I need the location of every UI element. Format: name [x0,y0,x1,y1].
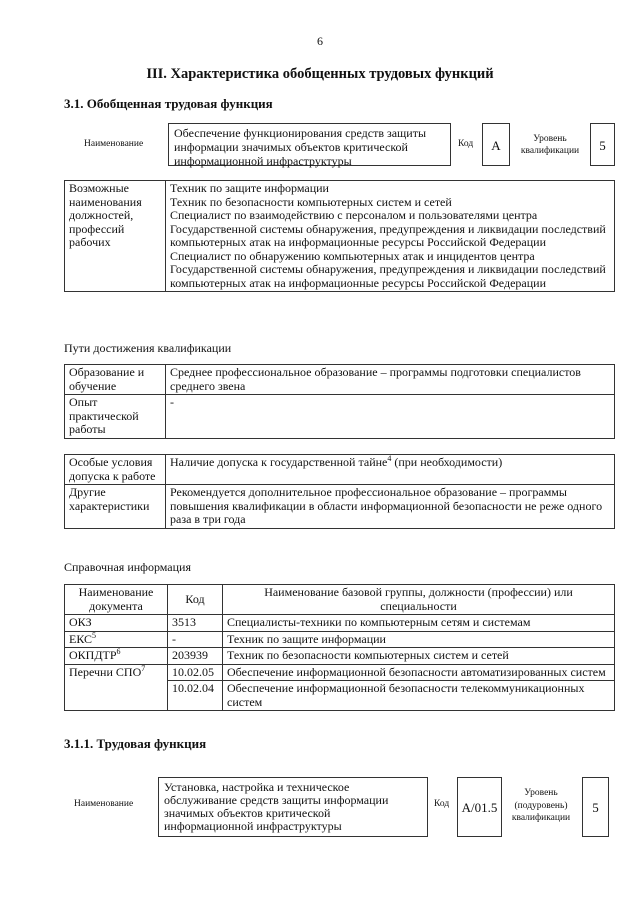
paths-table [64,364,615,439]
gtf-name-value: Обеспечение функционирования средств защиты информации значимых объектов критической информационной инфраструктуры [168,123,451,166]
page-number: 6 [317,34,323,48]
tf-heading: 3.1.1. Трудовая функция [64,736,207,751]
gtf-level-value: 5 [590,123,615,166]
page-title: III. Характеристика обобщенных трудовых функций [146,66,494,82]
footnote-ref: 4 [387,454,392,463]
gtf-level-label: Уровень квалификации [520,134,580,156]
ref-doc: ОКЗ [65,615,168,632]
tf-name-value: Установка, настройка и техническое обслуживание средств защиты информации значимых объектов критической информационной инфраструктуры [158,777,428,837]
ref-doc: ОКПДТР$^6$ [65,648,168,665]
ref-code: 10.02.04 [168,681,223,711]
conditions-table [64,454,615,529]
ref-code: 203939 [168,648,223,665]
gtf-heading: 3.1. Обобщенная трудовая функция [64,96,273,111]
ref-doc: ЕКС$^5$ [65,631,168,648]
education-value: Среднее профессиональное образование – программы подготовки специалистов среднего звена [166,365,615,395]
ref-name: Обеспечение информационной безопасности автоматизированных систем [223,664,615,681]
positions-label: Возможные наименования должностей, профессий рабочих [65,181,166,292]
ref-doc: Перечни СПО$^7$ [65,664,168,711]
conditions-text-end: (при необходимости) [391,455,503,469]
experience-value: - [166,395,615,439]
conditions-text: Наличие допуска к государственной тайне [170,455,388,469]
education-label: Образование и обучение [65,365,166,395]
positions-table [64,180,615,292]
conditions-label: Особые условия допуска к работе [65,455,166,485]
position-item: Специалист по взаимодействию с персоналом и пользователями центра Государственной системы обнаружения, предупреждения и ликвидации последствий компьютерных атак на информационные ресурсы Российской Федерации [170,208,606,249]
table-row [65,631,615,648]
ref-header-doc: Наименование документа [65,585,168,615]
paths-heading: Пути достижения квалификации [64,341,232,355]
tf-code-value: A/01.5 [457,777,502,837]
ref-code: - [168,631,223,648]
conditions-value [166,455,615,485]
ref-name: Специалисты-техники по компьютерным сетям и системам [223,615,615,632]
gtf-code-value: A [482,123,510,166]
table-row [65,615,615,632]
ref-code: 3513 [168,615,223,632]
position-item: Специалист по обнаружению компьютерных атак и инцидентов центра Государственной системы обнаружения, предупреждения и ликвидации последствий компьютерных атак на информационные ресурсы Российской Федерации [170,248,606,290]
positions-list [166,181,615,292]
tf-level-value: 5 [582,777,609,837]
gtf-name-label: Наименование [84,139,144,149]
other-value: Рекомендуется дополнительное профессиональное образование – программы повышения квалификации в области информационной безопасности не реже одного раза в три года [166,485,615,529]
table-row [65,664,615,681]
gtf-code-label: Код [458,139,474,149]
position-item: Техник по защите информации [170,181,329,195]
ref-name: Техник по защите информации [223,631,615,648]
tf-code-label: Код [434,799,450,809]
experience-label: Опыт практической работы [65,395,166,439]
ref-heading: Справочная информация [64,560,191,574]
ref-table [64,584,615,711]
other-label: Другие характеристики [65,485,166,529]
table-row [65,648,615,665]
ref-name: Техник по безопасности компьютерных систем и сетей [223,648,615,665]
ref-name: Обеспечение информационной безопасности телекоммуникационных систем [223,681,615,711]
ref-header-code: Код [168,585,223,615]
tf-level-label: Уровень (подуровень) квалификации [511,788,571,823]
ref-header-name: Наименование базовой группы, должности (профессии) или специальности [223,585,615,615]
ref-code: 10.02.05 [168,664,223,681]
tf-name-label: Наименование [74,799,134,809]
position-item: Техник по безопасности компьютерных систем и сетей [170,194,452,209]
